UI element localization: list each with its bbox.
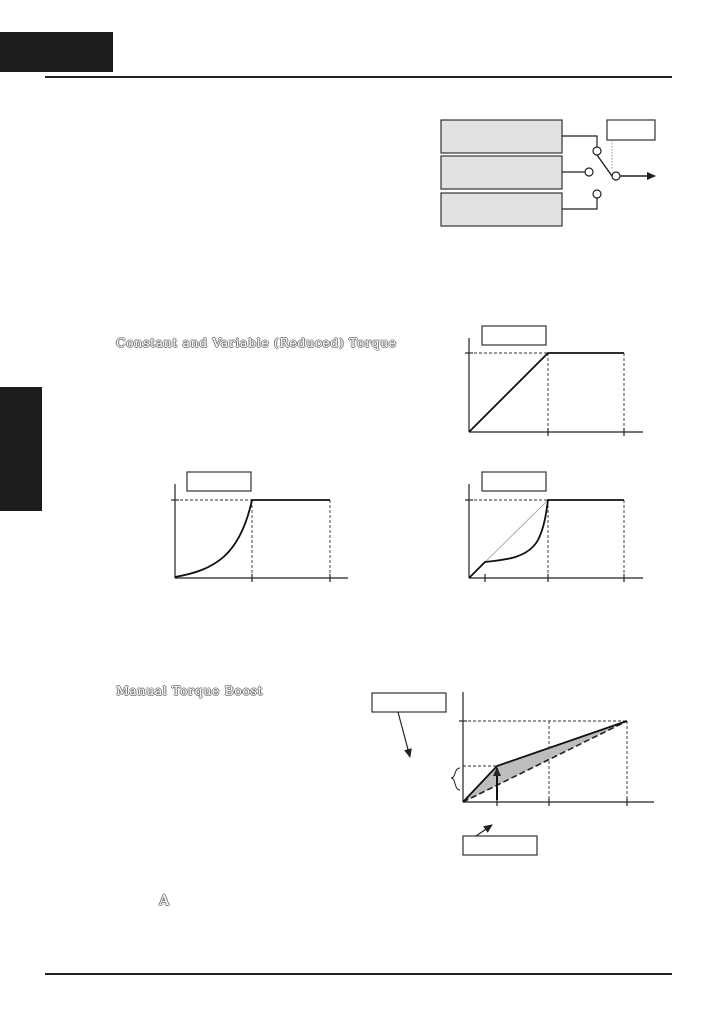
srt-curve bbox=[469, 500, 624, 578]
mb-label-box-bottom bbox=[463, 836, 537, 855]
special-reduced-torque-graph bbox=[465, 472, 643, 582]
ct-label-box bbox=[482, 326, 546, 345]
constant-variable-torque-heading: Constant and Variable (Reduced) Torque bbox=[116, 335, 397, 350]
selector-block-1 bbox=[441, 120, 562, 153]
paragraph-initial: A bbox=[159, 893, 170, 909]
srt-label-box bbox=[482, 472, 546, 491]
selector-contact-3 bbox=[593, 190, 601, 198]
selector-common-contact bbox=[612, 172, 620, 180]
mb-linear-dashed bbox=[463, 721, 627, 802]
constant-torque-graph bbox=[465, 326, 643, 436]
selector-contact-1 bbox=[593, 147, 601, 155]
selector-wire-3 bbox=[562, 198, 597, 209]
curve-selector-diagram bbox=[441, 120, 655, 226]
selector-block-3 bbox=[441, 193, 562, 226]
selector-block-2 bbox=[441, 156, 562, 189]
selector-wire-1 bbox=[562, 136, 597, 147]
mb-boost-brace bbox=[451, 768, 460, 790]
selector-parameter-box bbox=[607, 120, 655, 140]
manual-torque-boost-heading: Manual Torque Boost bbox=[116, 683, 264, 698]
rt-curve bbox=[175, 500, 330, 577]
mb-label-box-top bbox=[372, 693, 446, 712]
selector-contact-2 bbox=[585, 168, 593, 176]
reduced-torque-graph bbox=[171, 472, 348, 582]
mb-label-top-pointer bbox=[398, 712, 410, 757]
manual-torque-boost-graph bbox=[372, 692, 654, 855]
ct-curve bbox=[469, 353, 624, 432]
selector-switch-arm bbox=[597, 155, 612, 176]
rt-label-box bbox=[187, 472, 251, 491]
mb-label-bottom-pointer bbox=[476, 825, 492, 836]
